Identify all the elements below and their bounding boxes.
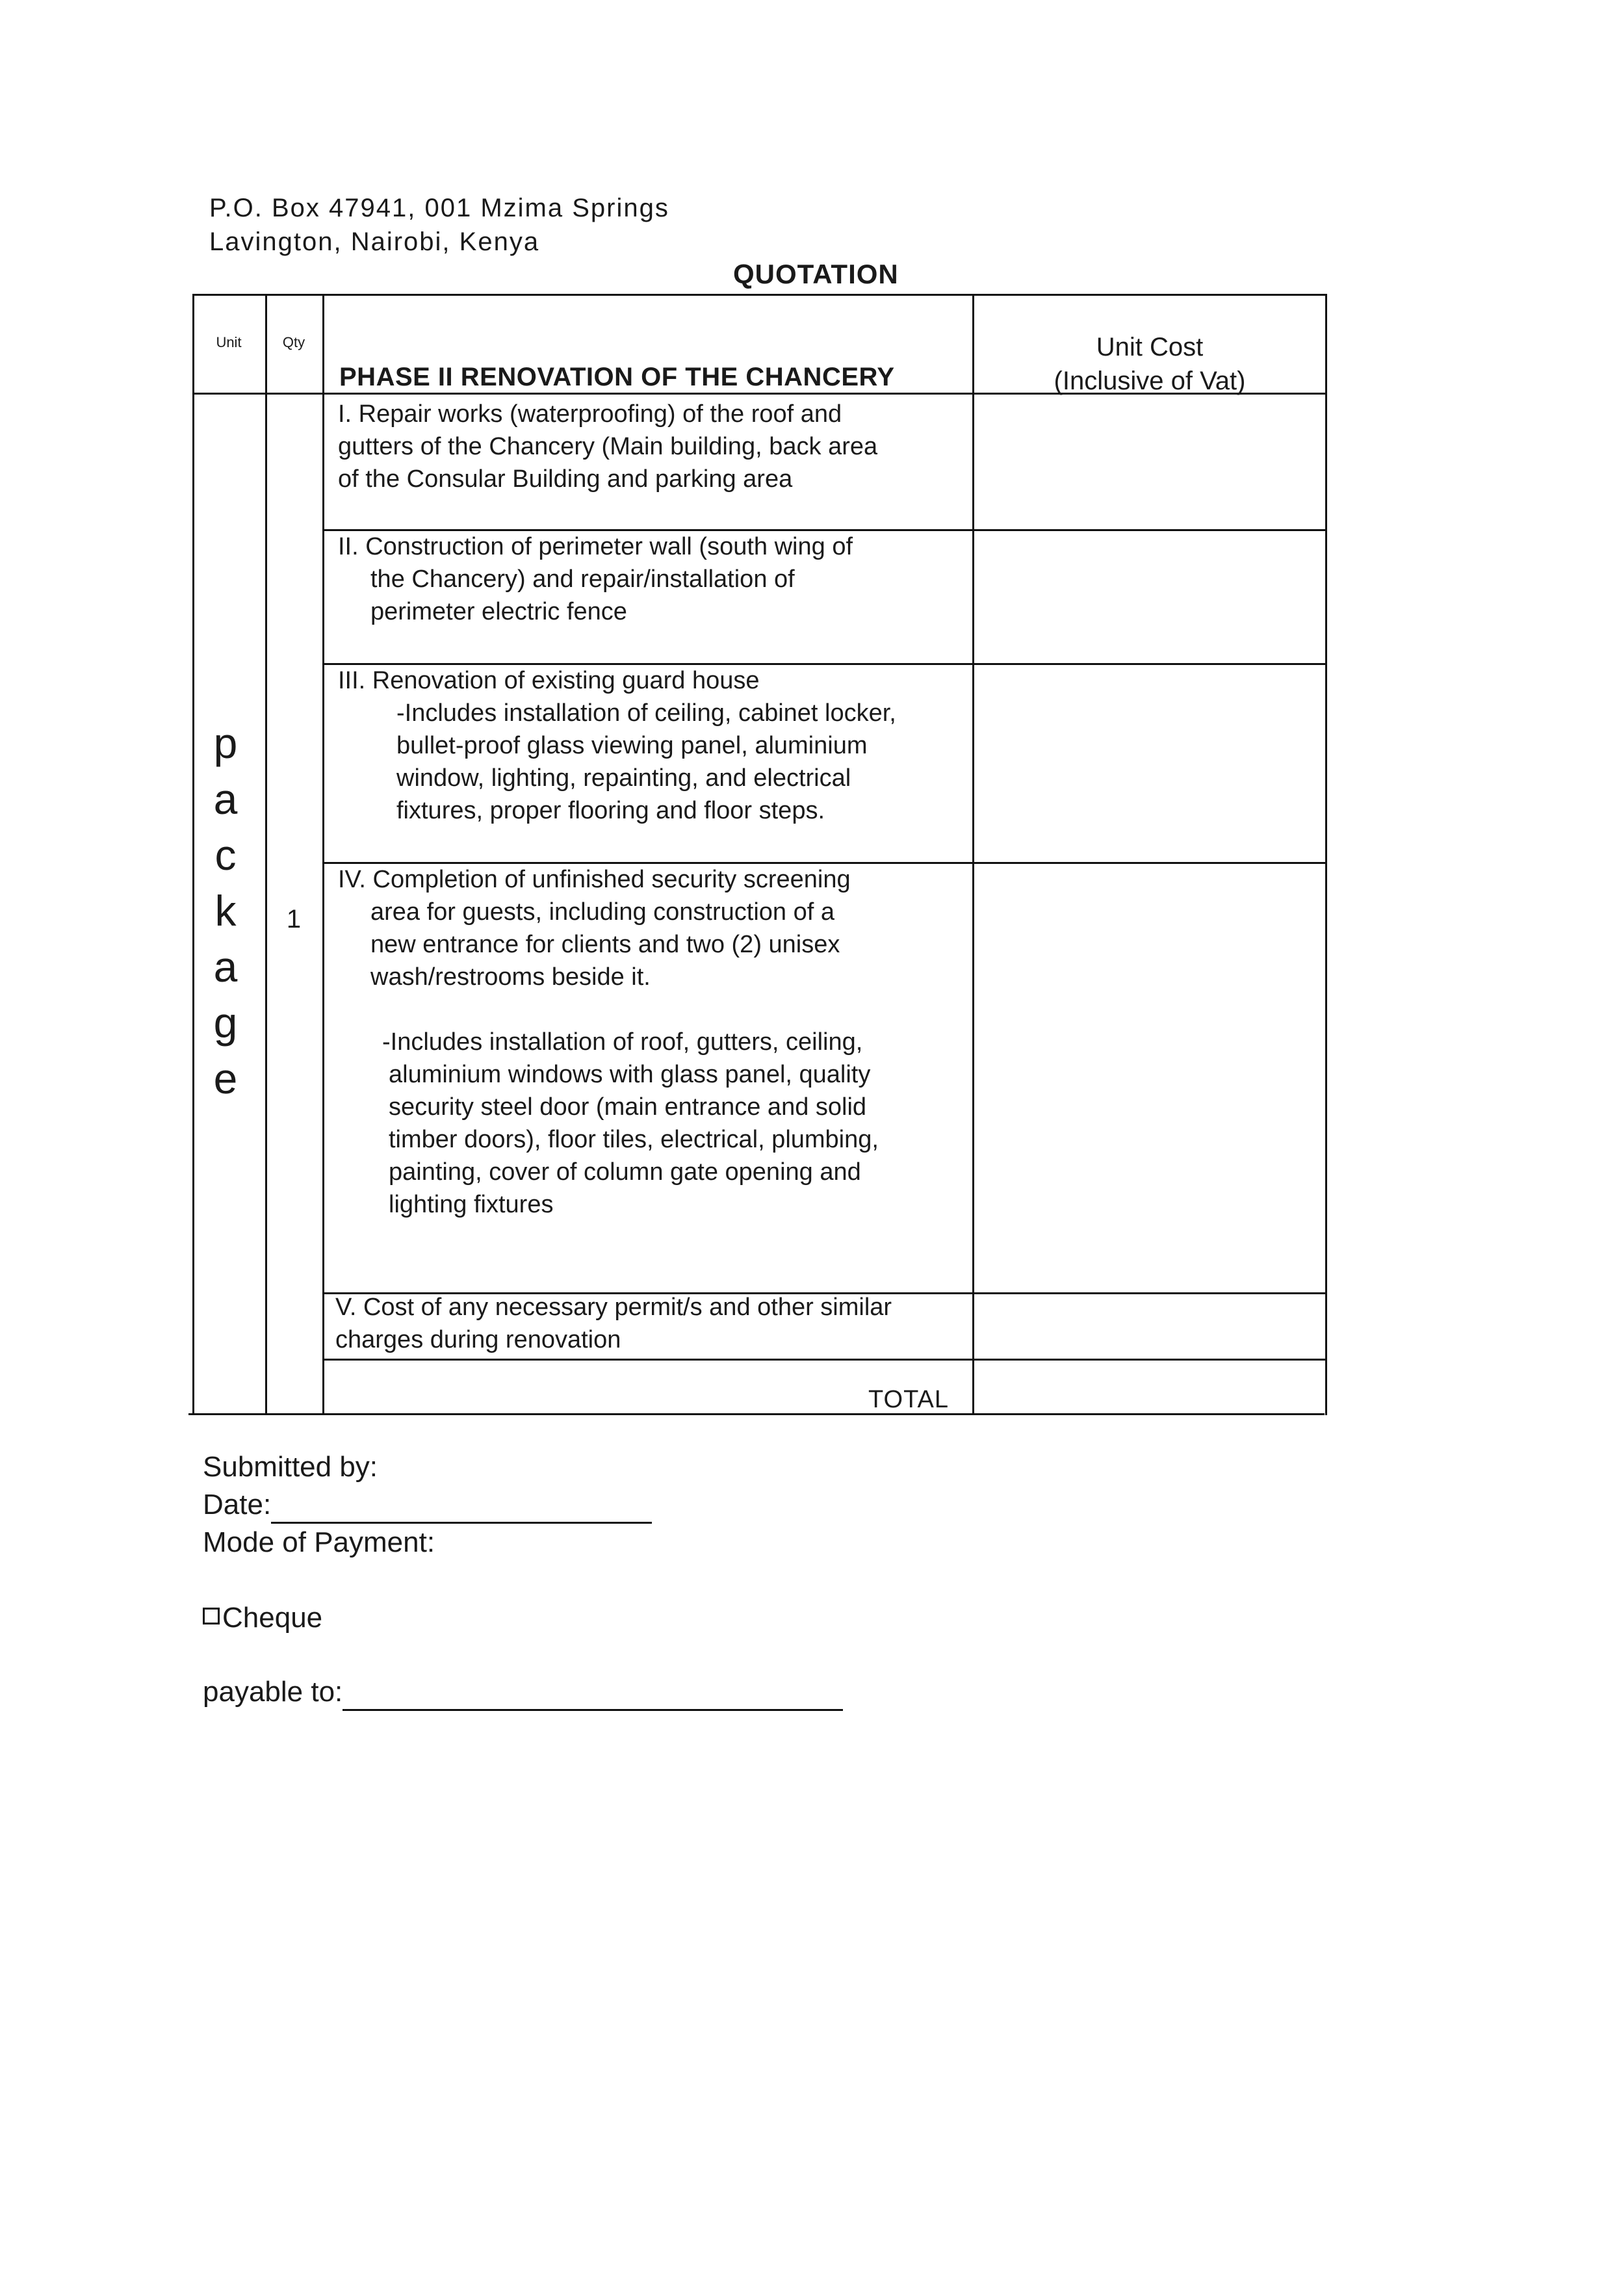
item-text: aluminium windows with glass panel, quality	[389, 1061, 871, 1088]
header-unit-cost-line2: (Inclusive of Vat)	[1054, 367, 1246, 395]
table-top-border	[192, 294, 1327, 296]
item-text: charges during renovation	[335, 1326, 621, 1353]
item-text: area for guests, including construction of a	[370, 898, 834, 926]
address-line-2: Lavington, Nairobi, Kenya	[209, 228, 540, 256]
date-row	[203, 1486, 652, 1524]
package-letter: e	[213, 1054, 238, 1102]
item-5	[335, 1291, 892, 1356]
item-text: -Includes installation of roof, gutters, ceiling,	[382, 1028, 863, 1056]
item-text: of the Consular Building and parking area	[338, 465, 793, 493]
header-qty: Qty	[282, 334, 305, 350]
item-text: lighting fixtures	[389, 1191, 554, 1218]
item-text: timber doors), floor tiles, electrical, plumbing,	[389, 1126, 879, 1153]
mode-of-payment-label: Mode of Payment:	[203, 1526, 435, 1558]
item-3	[338, 664, 896, 827]
package-letter: a	[213, 775, 238, 823]
cheque-option[interactable]	[203, 1599, 322, 1637]
date-label: Date:	[203, 1489, 272, 1520]
column-divider-qty	[322, 294, 324, 1415]
total-label: TOTAL	[868, 1386, 949, 1413]
date-blank-line[interactable]	[271, 1493, 652, 1524]
item-text: III. Renovation of existing guard house	[338, 667, 760, 694]
item-text: painting, cover of column gate opening and	[389, 1158, 861, 1186]
header-unit: Unit	[216, 334, 242, 350]
payable-to-label: payable to:	[203, 1676, 343, 1708]
item-text: new entrance for clients and two (2) unisex	[370, 931, 840, 958]
address-line-1: P.O. Box 47941, 001 Mzima Springs	[209, 194, 669, 222]
item-text: security steel door (main entrance and solid	[389, 1093, 867, 1121]
document-title: QUOTATION	[733, 259, 899, 289]
header-unit-cost-line1: Unit Cost	[1096, 333, 1204, 361]
item-text: IV. Completion of unfinished security screening	[338, 866, 851, 893]
item-text: window, lighting, repainting, and electrical	[396, 764, 851, 792]
item-text: -Includes installation of ceiling, cabinet locker,	[396, 699, 896, 727]
column-divider-unit	[265, 294, 267, 1415]
item-text: bullet-proof glass viewing panel, aluminium	[396, 732, 868, 759]
package-letter: c	[214, 831, 237, 879]
payable-to-blank-line[interactable]	[343, 1680, 843, 1711]
package-letter: k	[214, 887, 237, 935]
item-text: V. Cost of any necessary permit/s and other similar	[335, 1294, 892, 1321]
row-divider-5	[322, 1359, 1327, 1361]
item-text: II. Construction of perimeter wall (south wing of	[338, 533, 853, 560]
qty-value: 1	[286, 905, 302, 933]
item-text: fixtures, proper flooring and floor steps.	[396, 797, 825, 824]
package-letter: a	[213, 943, 238, 991]
cheque-label: Cheque	[222, 1602, 323, 1634]
column-divider-cost	[972, 294, 974, 1415]
header-unit-cost	[974, 330, 1325, 398]
payable-to-row	[203, 1673, 843, 1711]
item-text: the Chancery) and repair/installation of	[370, 566, 795, 593]
item-text: perimeter electric fence	[370, 598, 627, 625]
package-letter: p	[213, 719, 238, 767]
item-1	[338, 398, 877, 495]
table-bottom-border	[188, 1413, 1325, 1415]
package-label	[190, 715, 261, 1106]
header-description: PHASE II RENOVATION OF THE CHANCERY	[339, 363, 895, 391]
package-letter: g	[213, 998, 238, 1047]
item-4	[338, 863, 879, 1221]
item-text: I. Repair works (waterproofing) of the roof and	[338, 400, 842, 428]
cheque-checkbox[interactable]	[203, 1608, 220, 1624]
table-right-border	[1325, 294, 1327, 1415]
item-text: gutters of the Chancery (Main building, back area	[338, 433, 878, 460]
item-text: wash/restrooms beside it.	[370, 963, 651, 991]
item-2	[338, 530, 853, 628]
submitted-by-label: Submitted by:	[203, 1451, 378, 1483]
